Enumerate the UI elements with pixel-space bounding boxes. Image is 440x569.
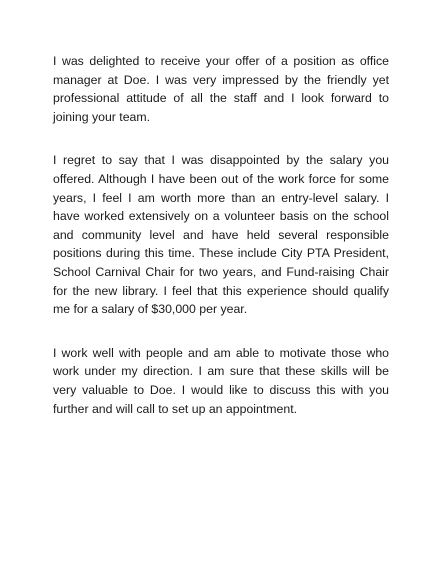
paragraph-offer-acceptance: I was delighted to receive your offer of a position as office manager at Doe. I was very impressed by the friendly yet professional attitude of all the staff and I look forward to joining your team. [53, 54, 389, 124]
letter-body [53, 52, 389, 418]
paragraph-closing: I work well with people and am able to motivate those who work under my direction. I am sure that these skills will be very valuable to Doe. I would like to discuss this with you further and will call to set up an appointment. [53, 345, 389, 416]
paragraph-salary-concern: I regret to say that I was disappointed by the salary you offered. Although I have been out of the work force for some years, I feel I am worth more than an entry-level salary. I have worked extensively on a volunteer basis on the school and community level and have held several responsible positions during this time. These include City PTA President, School Carnival Chair for two years, and Fund-raising Chair for the new library. I feel that this experience should qualify me for a salary of $30,000 per year. [53, 153, 389, 317]
